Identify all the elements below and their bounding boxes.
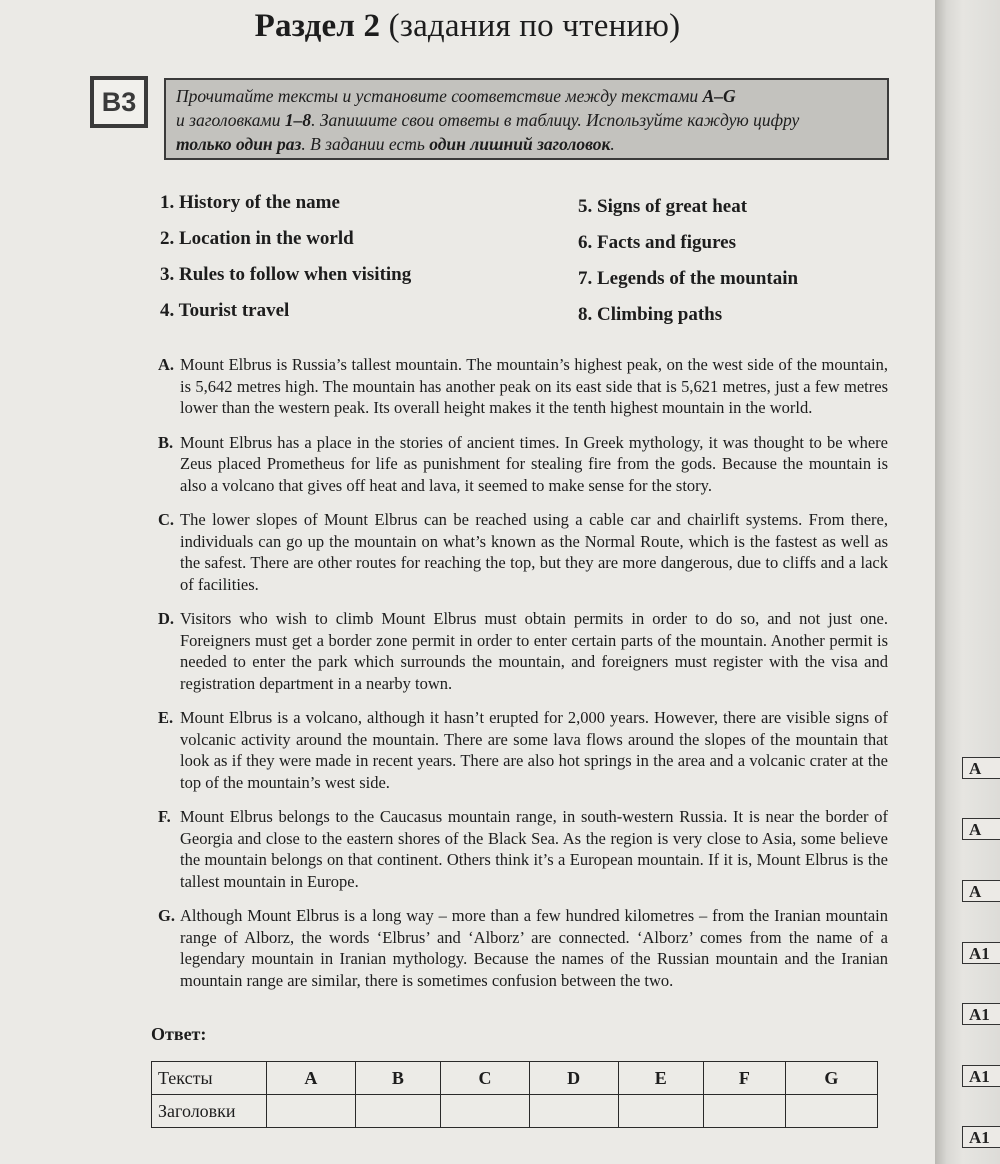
answer-column-header: D (529, 1062, 618, 1095)
text-letter: B. (158, 432, 174, 452)
heading-item: 4. Tourist travel (160, 300, 290, 321)
text-a (158, 354, 888, 419)
answer-cell-g[interactable] (785, 1095, 877, 1128)
answer-column-header: B (355, 1062, 440, 1095)
text-body: The lower slopes of Mount Elbrus can be reached using a cable car and chairlift systems. From there, individuals can go up the mountain on what’s known as the Normal Route, which is the fastest as well as the safest. There are other routes for reaching the top, but they are more dangerous, due to cliffs and a lack of facilities. (180, 510, 888, 594)
next-page-tab: A1 (962, 942, 1000, 964)
answer-cell-a[interactable] (267, 1095, 356, 1128)
heading-item: 1. History of the name (160, 192, 340, 213)
next-page-tab: A1 (962, 1065, 1000, 1087)
text-d (158, 608, 888, 694)
text-letter: F. (158, 807, 171, 826)
text-letter: E. (158, 708, 174, 727)
instruction-text: и заголовками (176, 110, 285, 130)
section-title-sub: (задания по чтению) (388, 8, 681, 44)
answer-cell-c[interactable] (441, 1095, 530, 1128)
answer-cell-f[interactable] (703, 1095, 785, 1128)
instruction-emphasis: один лишний заголовок (429, 134, 611, 154)
instruction-text: Прочитайте тексты и установите соответствие между текстами (176, 86, 703, 106)
heading-item: 8. Climbing paths (578, 304, 723, 325)
text-body: Mount Elbrus is Russia’s tallest mountain. The mountain’s highest peak, on the west side of the mountain, is 5,642 metres high. The mountain has another peak on its east side that is 5,621 metres, just a few metres lower than the western peak. Its overall height makes it the tenth highest mountain in the world. (180, 355, 888, 417)
text-letter: C. (158, 510, 175, 529)
headings-list (160, 188, 900, 328)
instruction-text: . В задании есть (301, 134, 430, 154)
text-letter: A. (158, 355, 175, 374)
heading-item: 2. Location in the world (160, 228, 354, 249)
text-letter: D. (158, 609, 175, 628)
text-c (158, 509, 888, 595)
answer-column-header: G (785, 1062, 877, 1095)
heading-item: 6. Facts and figures (578, 232, 736, 253)
answer-column-header: C (441, 1062, 530, 1095)
next-page-tab: A (962, 880, 1000, 902)
text-body: Mount Elbrus belongs to the Caucasus mountain range, in south-western Russia. It is near the border of Georgia and close to the eastern shores of the Black Sea. As the region is very close to Asia, some believe the mountain belongs on that continent. Others think it’s a European mountain. If it is, Mount Elbrus is the tallest mountain in Europe. (180, 807, 888, 891)
task-code-badge: B3 (90, 76, 148, 128)
instruction-text: . Запишите свои ответы в таблицу. Используйте каждую цифру (311, 110, 800, 130)
answer-column-header: E (618, 1062, 703, 1095)
next-page-tab: A1 (962, 1003, 1000, 1025)
text-g (158, 905, 888, 991)
heading-item: 7. Legends of the mountain (578, 268, 799, 289)
task-instruction (164, 78, 889, 160)
text-body: Visitors who wish to climb Mount Elbrus must obtain permits in order to do so, and not just one. Foreigners must get a border zone permit in order to enter certain parts of the mountain. Another permit is needed to enter the park which surrounds the mountain, and foreigners must register with the visa and registration department in a nearby town. (180, 609, 888, 693)
instruction-text-range: A–G (702, 86, 736, 106)
instruction-number-range: 1–8 (284, 110, 312, 130)
heading-item: 5. Signs of great heat (578, 196, 748, 217)
text-e (158, 707, 888, 793)
text-body: Mount Elbrus has a place in the stories of ancient times. In Greek mythology, it was thought to be where Zeus placed Prometheus for life as punishment for stealing fire from the gods. Because the mountain is also a volcano that gives off heat and lava, it seemed to make sense for the story. (180, 432, 888, 495)
instruction-emphasis: только один раз (176, 134, 302, 154)
section-title (0, 8, 935, 45)
text-f (158, 806, 888, 892)
answer-row-texts (152, 1062, 878, 1095)
answer-column-header: A (267, 1062, 356, 1095)
answer-table (151, 1061, 878, 1128)
reading-texts (158, 354, 888, 1004)
answer-cell-e[interactable] (618, 1095, 703, 1128)
heading-item: 3. Rules to follow when visiting (160, 264, 412, 285)
text-letter: G. (158, 906, 175, 925)
next-page-tab: A (962, 818, 1000, 840)
book-gutter (935, 0, 1000, 1164)
text-b (158, 432, 888, 497)
section-title-main: Раздел 2 (254, 8, 381, 44)
row-label-headings: Заголовки (152, 1095, 267, 1128)
answer-column-header: F (703, 1062, 785, 1095)
row-label-texts: Тексты (152, 1062, 267, 1095)
text-body: Although Mount Elbrus is a long way – more than a few hundred kilometres – from the Iranian mountain range of Alborz, the words ‘Elbrus’ and ‘Alborz’ are connected. ‘Alborz’ comes from the name of a legendary mountain in Iranian mythology. Because the names of the Russian mountain and the Iranian mountain range are similar, there is sometimes confusion between the two. (180, 906, 888, 990)
answer-row-headings (152, 1095, 878, 1128)
next-page-tab: A (962, 757, 1000, 779)
answer-cell-b[interactable] (355, 1095, 440, 1128)
answer-cell-d[interactable] (529, 1095, 618, 1128)
next-page-tab: A1 (962, 1126, 1000, 1148)
answer-label: Ответ: (151, 1024, 207, 1044)
instruction-text: . (610, 134, 615, 154)
text-body: Mount Elbrus is a volcano, although it hasn’t erupted for 2,000 years. However, there are visible signs of volcanic activity around the mountain. There are some lava flows around the slopes of the mountain that look as if they were made in recent years. There are also hot springs in the area and a volcanic crater at the top of the mountain’s west side. (180, 708, 888, 792)
